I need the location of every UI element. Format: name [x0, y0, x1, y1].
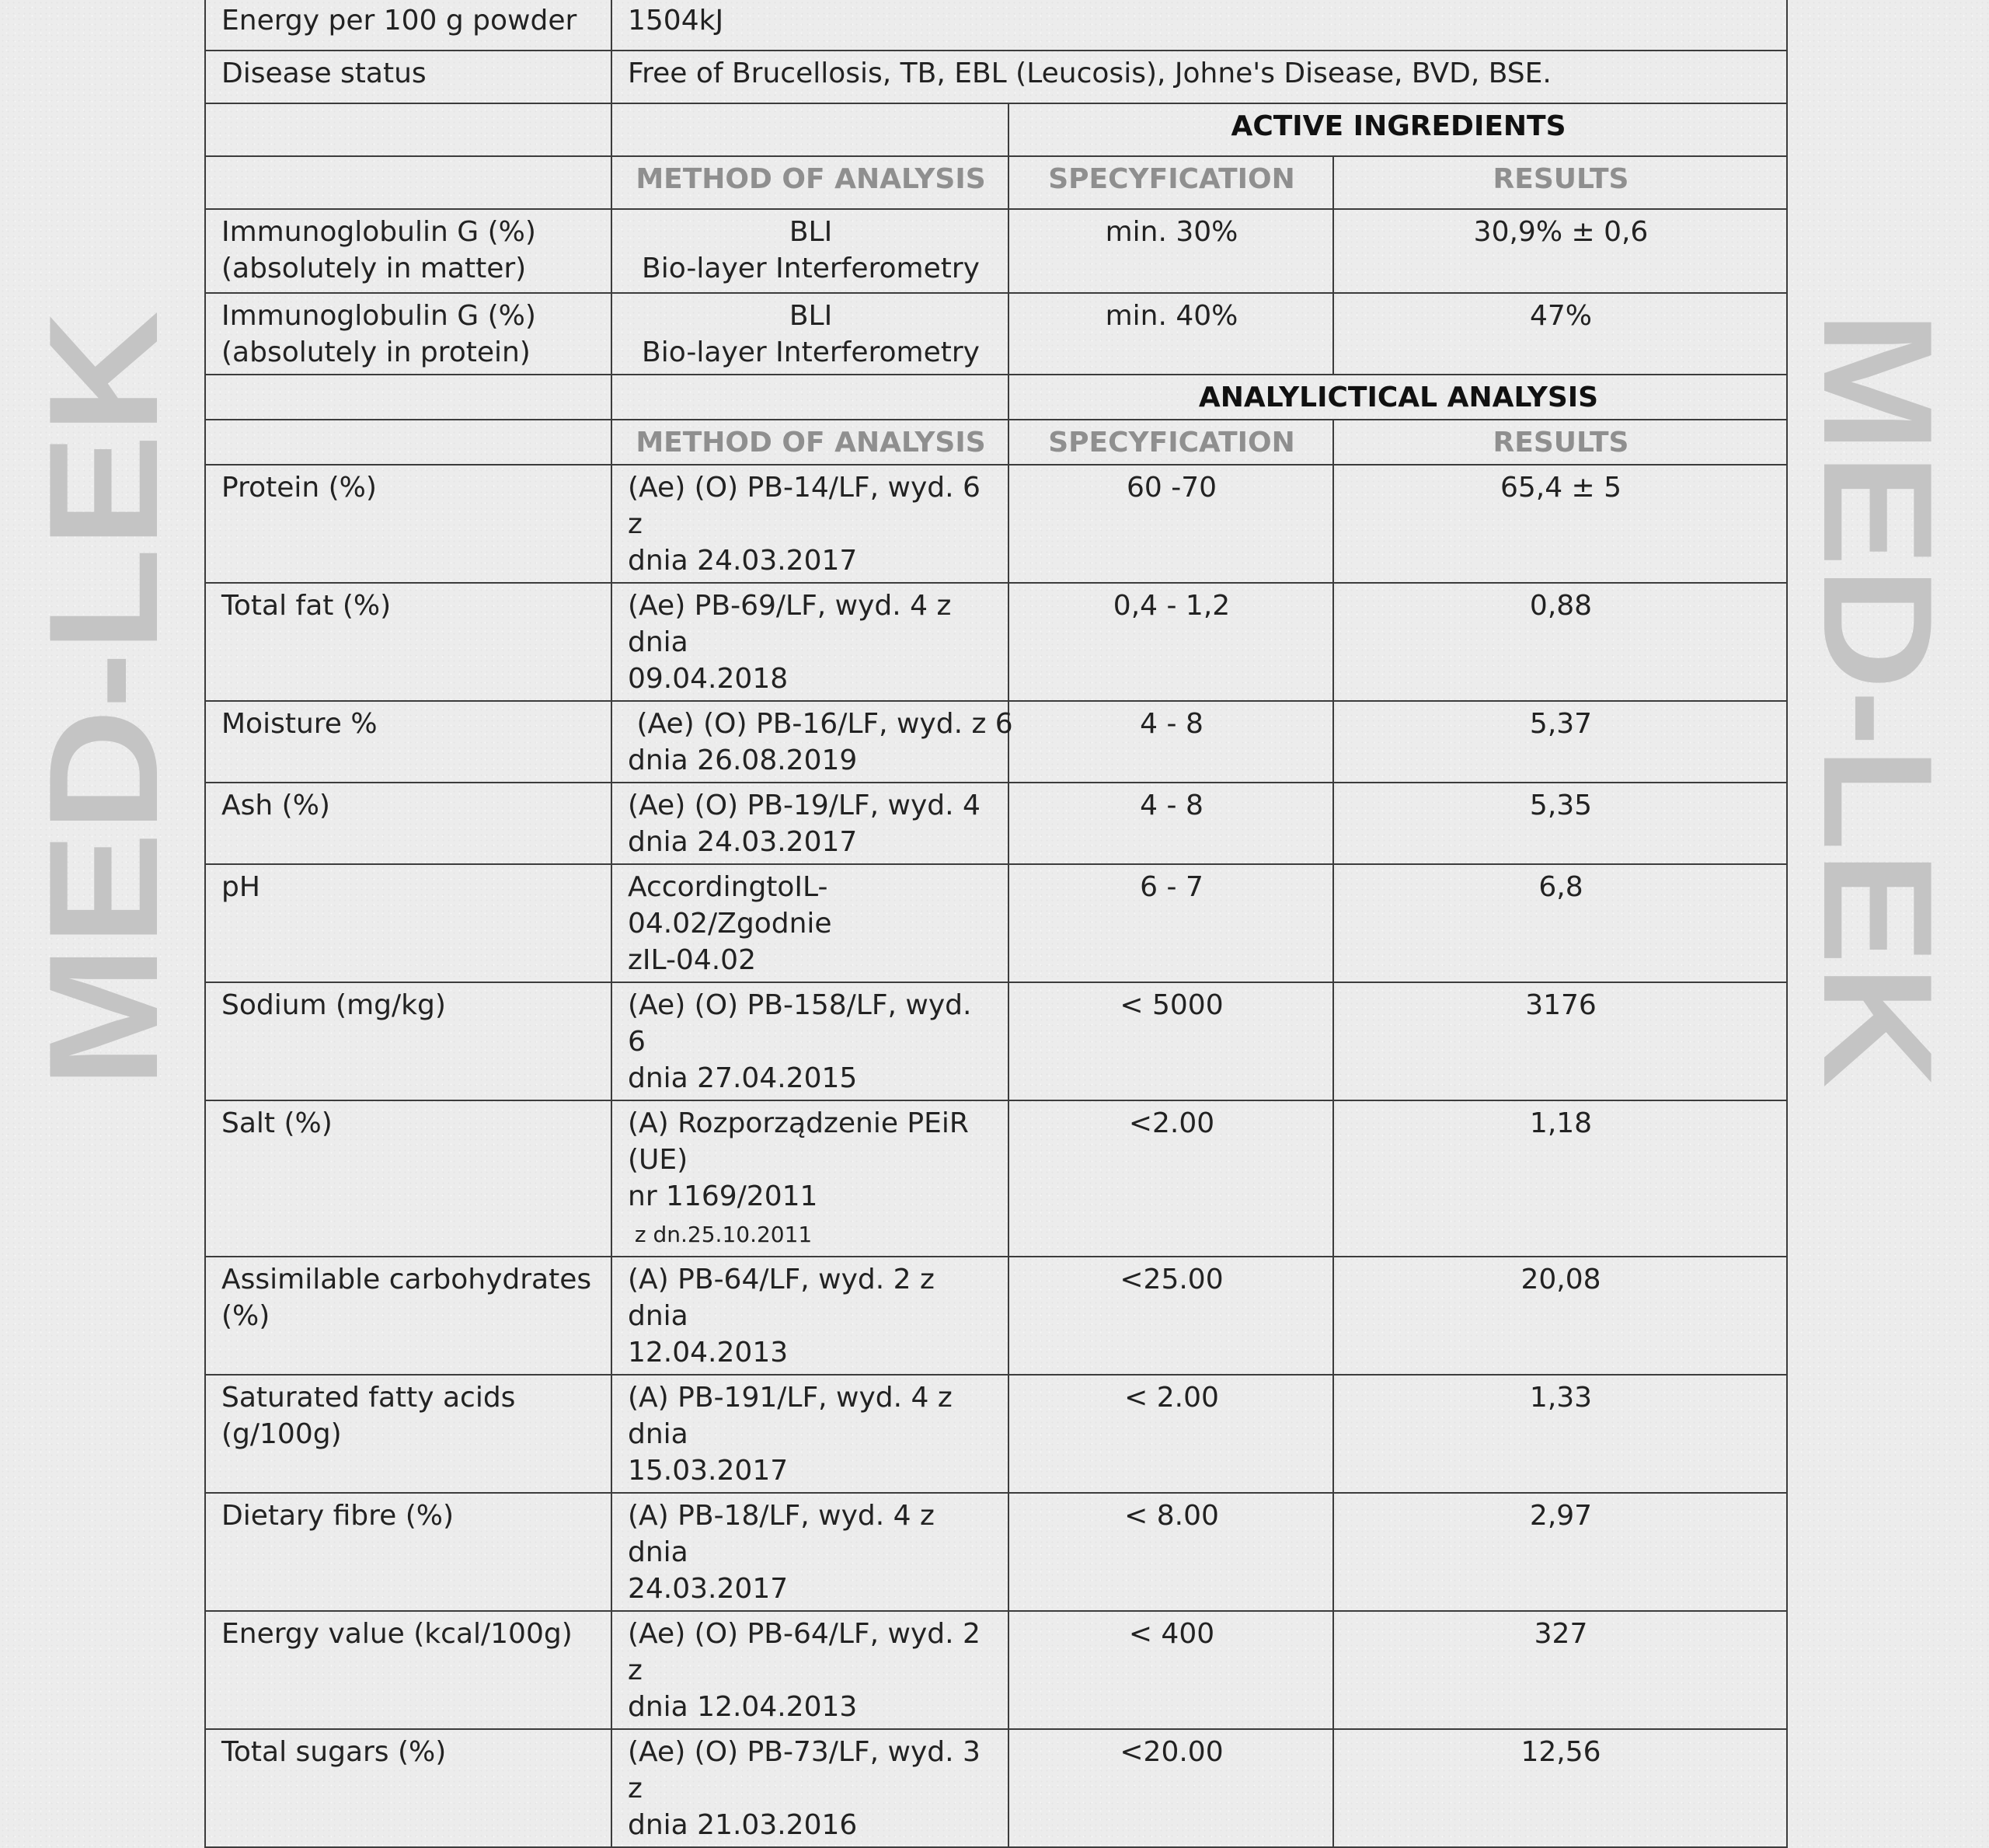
row-method: (Ae) (O) PB-64/LF, wyd. 2 z dnia 12.04.2013 [611, 1611, 1008, 1729]
row-value: Free of Brucellosis, TB, EBL (Leucosis), Johne's Disease, BVD, BSE. [611, 51, 1787, 103]
row-result: 47% [1333, 293, 1787, 375]
table-row [205, 1729, 1787, 1847]
row-result: 6,8 [1333, 864, 1787, 982]
row-method: (Ae) (O) PB-16/LF, wyd. z 6 dnia 26.08.2019 [611, 701, 1008, 783]
row-label: Disease status [205, 51, 611, 103]
table-row [205, 583, 1787, 701]
table-row [205, 783, 1787, 864]
svg-text:MED-LEK: MED-LEK [17, 379, 190, 1088]
row-label: Immunoglobulin G (%) (absolutely in protein) [205, 293, 611, 375]
row-specification: < 5000 [1008, 982, 1333, 1100]
row-result: 1,18 [1333, 1100, 1787, 1257]
row-specification: <25.00 [1008, 1257, 1333, 1375]
row-label: Assimilable carbohydrates (%) [205, 1257, 611, 1375]
row-specification: <2.00 [1008, 1100, 1333, 1257]
table-row [205, 1375, 1787, 1493]
row-specification: 0,4 - 1,2 [1008, 583, 1333, 701]
watermark-left [17, 311, 190, 1088]
row-value: 1504kJ [611, 0, 1787, 51]
section-title-active-ingredients: ACTIVE INGREDIENTS [1008, 103, 1787, 156]
row-method: (A) PB-64/LF, wyd. 2 z dnia 12.04.2013 [611, 1257, 1008, 1375]
table-row [205, 864, 1787, 982]
section-header-row [205, 375, 1787, 420]
table-row [205, 0, 1787, 51]
table-row [205, 1611, 1787, 1729]
watermark-logo-left [17, 311, 190, 1088]
row-specification: min. 30% [1008, 209, 1333, 293]
row-label: Energy per 100 g powder [205, 0, 611, 51]
row-label: pH [205, 864, 611, 982]
column-header-row [205, 156, 1787, 209]
watermark-logo-right [1791, 311, 1964, 1088]
row-specification: 6 - 7 [1008, 864, 1333, 982]
row-specification: < 400 [1008, 1611, 1333, 1729]
table-row [205, 293, 1787, 375]
table-row [205, 209, 1787, 293]
column-header-method: METHOD OF ANALYSIS [611, 420, 1008, 465]
row-result: 0,88 [1333, 583, 1787, 701]
row-result: 1,33 [1333, 1375, 1787, 1493]
row-method: (Ae) PB-69/LF, wyd. 4 z dnia 09.04.2018 [611, 583, 1008, 701]
row-label: Sodium (mg/kg) [205, 982, 611, 1100]
row-label: Dietary fibre (%) [205, 1493, 611, 1611]
row-specification: 4 - 8 [1008, 701, 1333, 783]
table-row [205, 982, 1787, 1100]
table-row [205, 465, 1787, 583]
row-label: Moisture % [205, 701, 611, 783]
row-specification: 4 - 8 [1008, 783, 1333, 864]
column-header-results: RESULTS [1333, 156, 1787, 209]
row-specification: 60 -70 [1008, 465, 1333, 583]
row-method: (Ae) (O) PB-158/LF, wyd. 6 dnia 27.04.2015 [611, 982, 1008, 1100]
row-label: Total fat (%) [205, 583, 611, 701]
column-header-specification: SPECYFICATION [1008, 420, 1333, 465]
row-result: 2,97 [1333, 1493, 1787, 1611]
table-row [205, 51, 1787, 103]
table-row [205, 1493, 1787, 1611]
row-result: 3176 [1333, 982, 1787, 1100]
row-specification: < 8.00 [1008, 1493, 1333, 1611]
row-label: Salt (%) [205, 1100, 611, 1257]
section-header-row [205, 103, 1787, 156]
watermark-right [1791, 311, 1964, 1088]
row-result: 5,35 [1333, 783, 1787, 864]
row-label: Protein (%) [205, 465, 611, 583]
row-label: Energy value (kcal/100g) [205, 1611, 611, 1729]
row-method: AccordingtoIL-04.02/Zgodnie zIL-04.02 [611, 864, 1008, 982]
column-header-specification: SPECYFICATION [1008, 156, 1333, 209]
row-result: 65,4 ± 5 [1333, 465, 1787, 583]
row-method: (Ae) (O) PB-19/LF, wyd. 4 dnia 24.03.2017 [611, 783, 1008, 864]
section-title-analytical-analysis: ANALYLICTICAL ANALYSIS [1008, 375, 1787, 420]
column-header-row [205, 420, 1787, 465]
column-header-results: RESULTS [1333, 420, 1787, 465]
row-method: BLI Bio-layer Interferometry [611, 293, 1008, 375]
row-method: (A) PB-18/LF, wyd. 4 z dnia 24.03.2017 [611, 1493, 1008, 1611]
column-header-method: METHOD OF ANALYSIS [611, 156, 1008, 209]
table-row [205, 1100, 1787, 1257]
row-label: Immunoglobulin G (%) (absolutely in matter) [205, 209, 611, 293]
row-specification: < 2.00 [1008, 1375, 1333, 1493]
row-label: Ash (%) [205, 783, 611, 864]
row-method: (A) PB-191/LF, wyd. 4 z dnia 15.03.2017 [611, 1375, 1008, 1493]
svg-text:MED-LEK: MED-LEK [1791, 311, 1964, 1020]
row-method: (A) Rozporządzenie PEiR (UE) nr 1169/2011 z dn.25.10.2011 [611, 1100, 1008, 1257]
row-specification: min. 40% [1008, 293, 1333, 375]
row-label: Total sugars (%) [205, 1729, 611, 1847]
row-result: 30,9% ± 0,6 [1333, 209, 1787, 293]
row-result: 5,37 [1333, 701, 1787, 783]
row-method: BLI Bio-layer Interferometry [611, 209, 1008, 293]
row-result: 327 [1333, 1611, 1787, 1729]
row-result: 12,56 [1333, 1729, 1787, 1847]
table-row [205, 701, 1787, 783]
row-specification: <20.00 [1008, 1729, 1333, 1847]
table-row [205, 1257, 1787, 1375]
specification-table [204, 0, 1788, 1848]
row-result: 20,08 [1333, 1257, 1787, 1375]
row-method: (Ae) (O) PB-14/LF, wyd. 6 z dnia 24.03.2017 [611, 465, 1008, 583]
row-method: (Ae) (O) PB-73/LF, wyd. 3 z dnia 21.03.2016 [611, 1729, 1008, 1847]
row-label: Saturated fatty acids (g/100g) [205, 1375, 611, 1493]
